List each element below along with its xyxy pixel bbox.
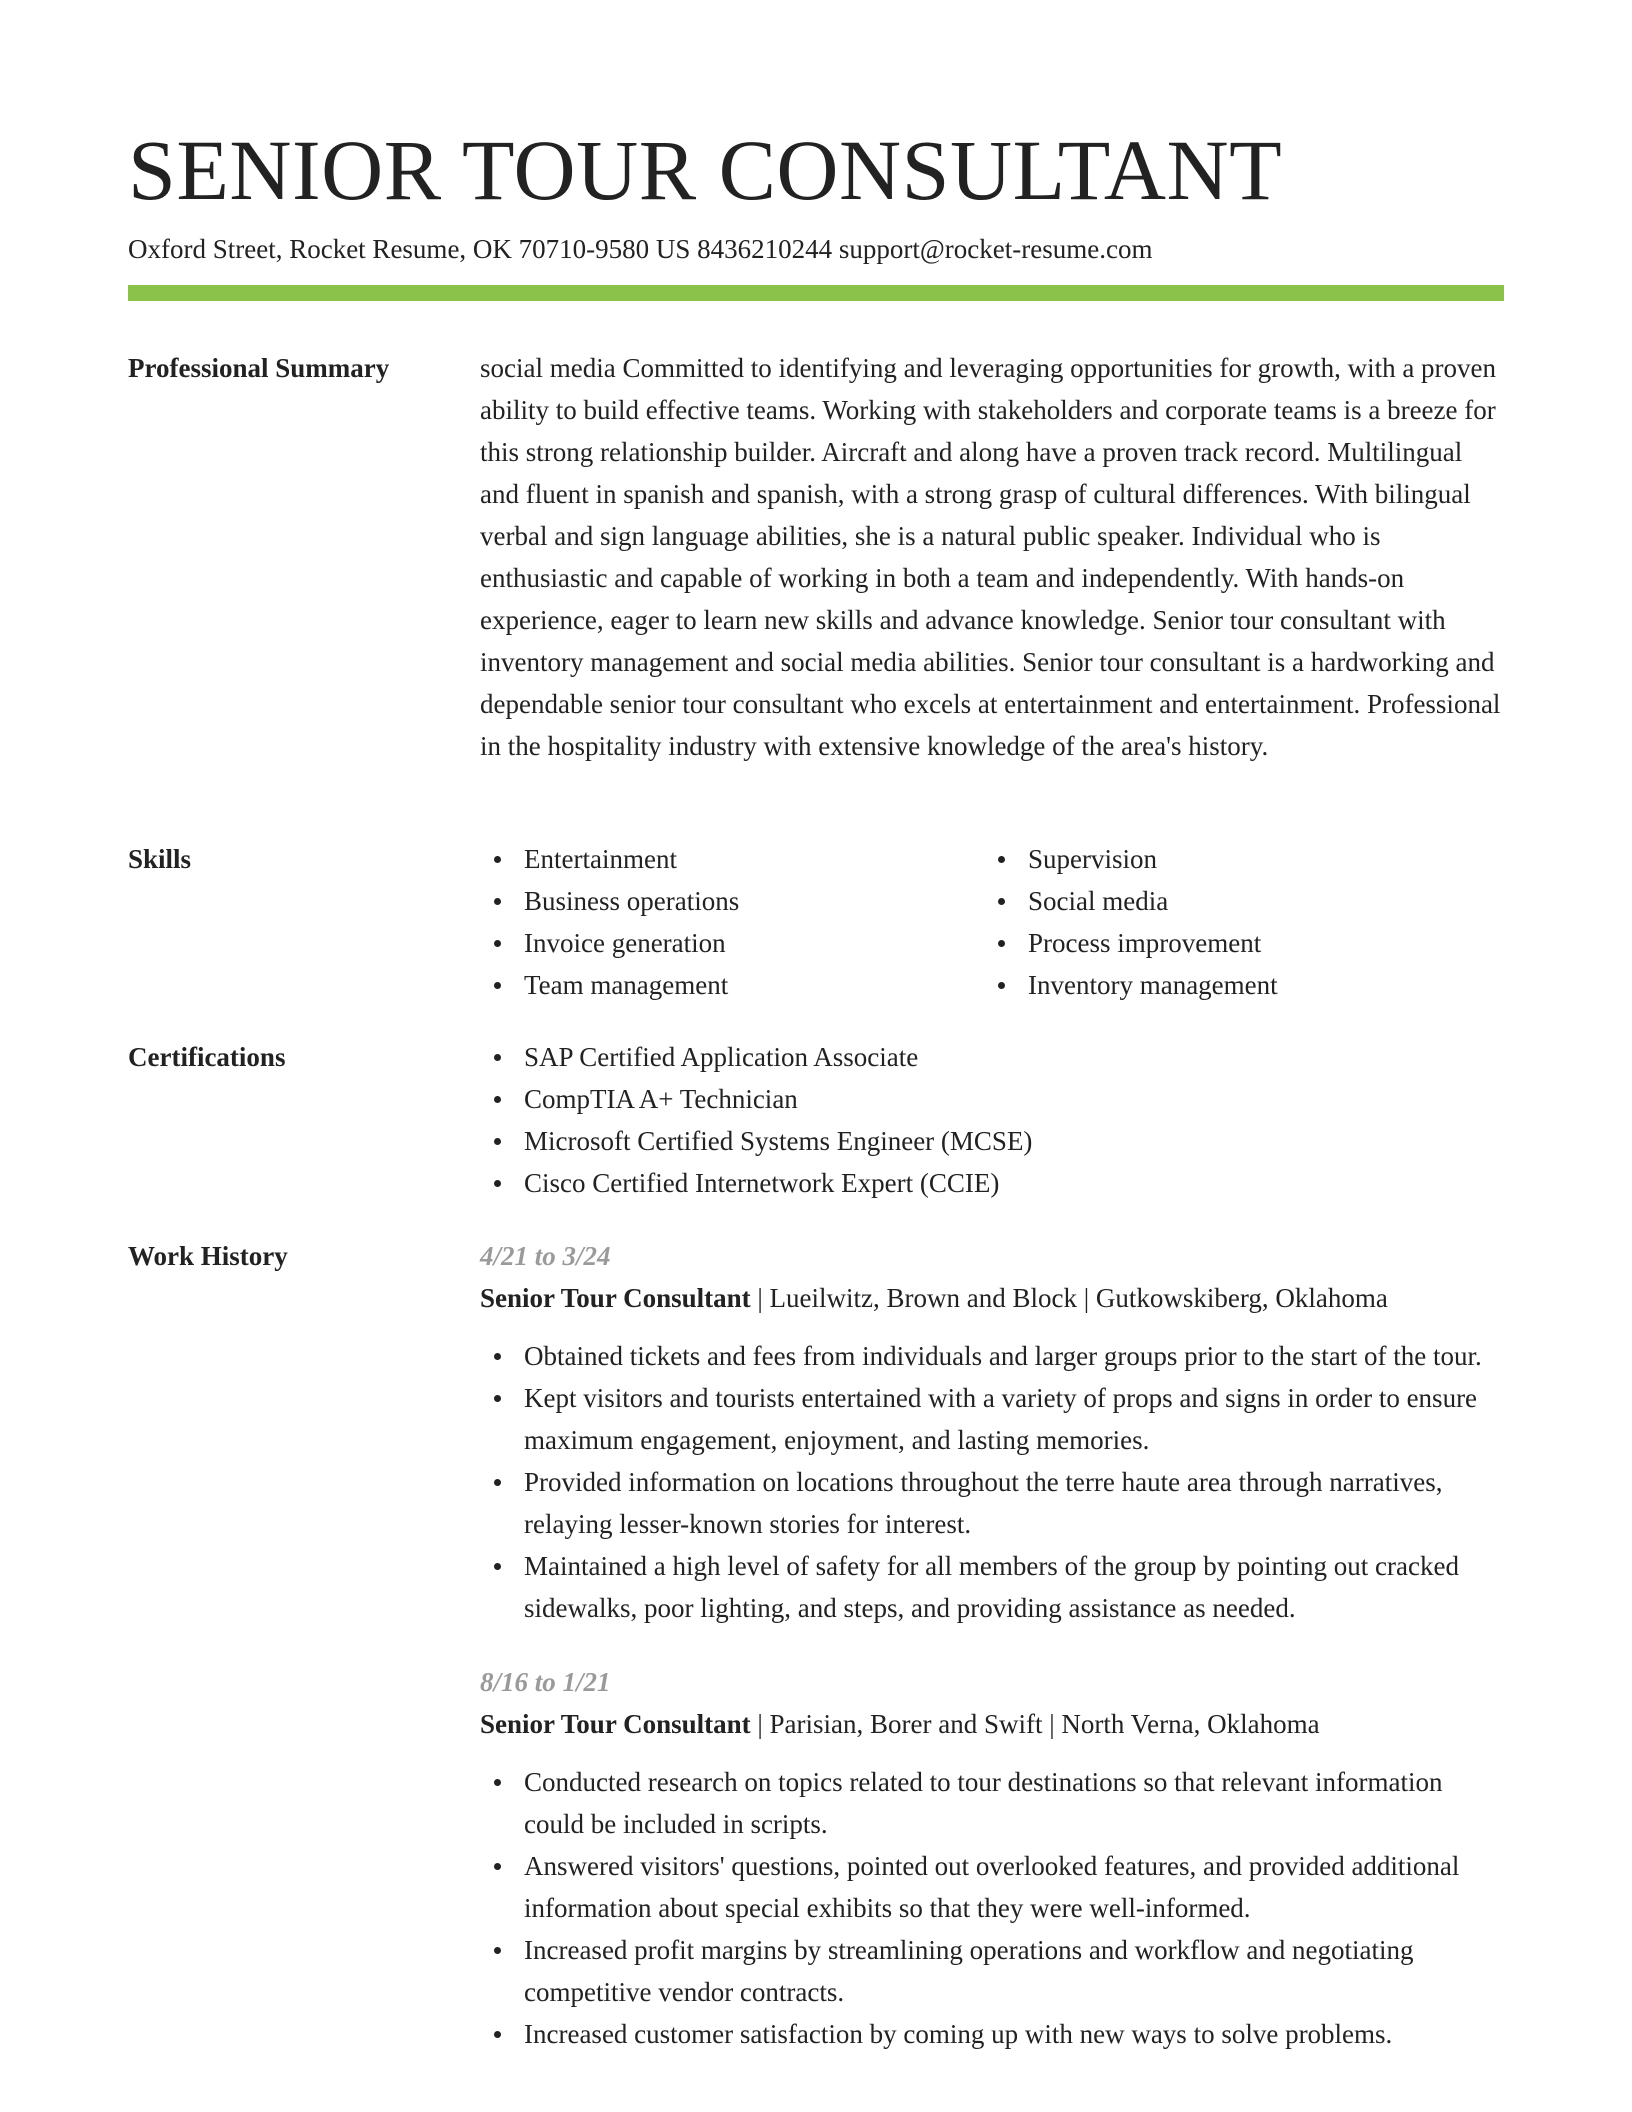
job-heading (480, 1277, 1504, 1319)
skill-item: Business operations (480, 880, 984, 922)
job-entry (480, 1235, 1504, 1629)
skills-column-2 (984, 838, 1488, 1006)
job-employer-location: | Lueilwitz, Brown and Block | Gutkowskiberg, Oklahoma (750, 1283, 1388, 1313)
job-heading (480, 1703, 1504, 1745)
work-history-body (480, 1235, 1504, 2055)
skills-column-1 (480, 838, 984, 1006)
job-entry (480, 1661, 1504, 2055)
job-bullet: Obtained tickets and fees from individuals and larger groups prior to the start of the tour. (480, 1335, 1504, 1377)
skills-list (480, 838, 1504, 1006)
certification-item: Cisco Certified Internetwork Expert (CCIE) (480, 1162, 1504, 1204)
skill-item: Process improvement (984, 922, 1488, 964)
job-bullet: Provided information on locations throughout the terre haute area through narratives, relaying lesser-known stories for interest. (480, 1461, 1504, 1545)
job-bullet: Conducted research on topics related to tour destinations so that relevant information could be included in scripts. (480, 1761, 1504, 1845)
skill-item: Supervision (984, 838, 1488, 880)
job-bullet: Kept visitors and tourists entertained with a variety of props and signs in order to ensure maximum engagement, enjoyment, and lasting memories. (480, 1377, 1504, 1461)
job-bullet: Maintained a high level of safety for all members of the group by pointing out cracked sidewalks, poor lighting, and steps, and providing assistance as needed. (480, 1545, 1504, 1629)
skill-item: Inventory management (984, 964, 1488, 1006)
certifications-list (480, 1036, 1504, 1204)
job-bullets (480, 1761, 1504, 2055)
job-bullet: Increased customer satisfaction by coming up with new ways to solve problems. (480, 2013, 1504, 2055)
job-bullets (480, 1335, 1504, 1629)
certifications-heading: Certifications (128, 1042, 286, 1072)
summary-heading: Professional Summary (128, 353, 390, 383)
job-dates: 4/21 to 3/24 (480, 1241, 611, 1271)
skills-heading: Skills (128, 844, 192, 874)
skill-item: Entertainment (480, 838, 984, 880)
contact-line: Oxford Street, Rocket Resume, OK 70710-9580 US 8436210244 support@rocket-resume.com (128, 234, 1153, 264)
header-divider (128, 285, 1504, 301)
job-bullet: Increased profit margins by streamlining operations and workflow and negotiating competitive vendor contracts. (480, 1929, 1504, 2013)
work-history-heading: Work History (128, 1241, 288, 1271)
certification-item: SAP Certified Application Associate (480, 1036, 1504, 1078)
job-bullet: Answered visitors' questions, pointed out overlooked features, and provided additional information about special exhibits so that they were well-informed. (480, 1845, 1504, 1929)
job-title: Senior Tour Consultant (480, 1283, 751, 1313)
skill-item: Team management (480, 964, 984, 1006)
skill-item: Invoice generation (480, 922, 984, 964)
summary-text: social media Committed to identifying and leveraging opportunities for growth, with a proven ability to build effective teams. Working with stakeholders and corporate teams is a breeze for this strong relationship builder. Aircraft and along have a proven track record. Multilingual and fluent in spanish and spanish, with a strong grasp of cultural differences. With bilingual verbal and sign language abilities, she is a natural public speaker. Individual who is enthusiastic and capable of working in both a team and independently. With hands-on experience, eager to learn new skills and advance knowledge. Senior tour consultant with inventory management and social media abilities. Senior tour consultant is a hardworking and dependable senior tour consultant who excels at entertainment and entertainment. Professional in the hospitality industry with extensive knowledge of the area's history. (480, 353, 1501, 761)
job-title: Senior Tour Consultant (480, 1709, 751, 1739)
certification-item: Microsoft Certified Systems Engineer (MCSE) (480, 1120, 1504, 1162)
job-employer-location: | Parisian, Borer and Swift | North Verna, Oklahoma (750, 1709, 1320, 1739)
job-dates: 8/16 to 1/21 (480, 1667, 611, 1697)
resume-title: SENIOR TOUR CONSULTANT (128, 122, 1283, 218)
skill-item: Social media (984, 880, 1488, 922)
certification-item: CompTIA A+ Technician (480, 1078, 1504, 1120)
